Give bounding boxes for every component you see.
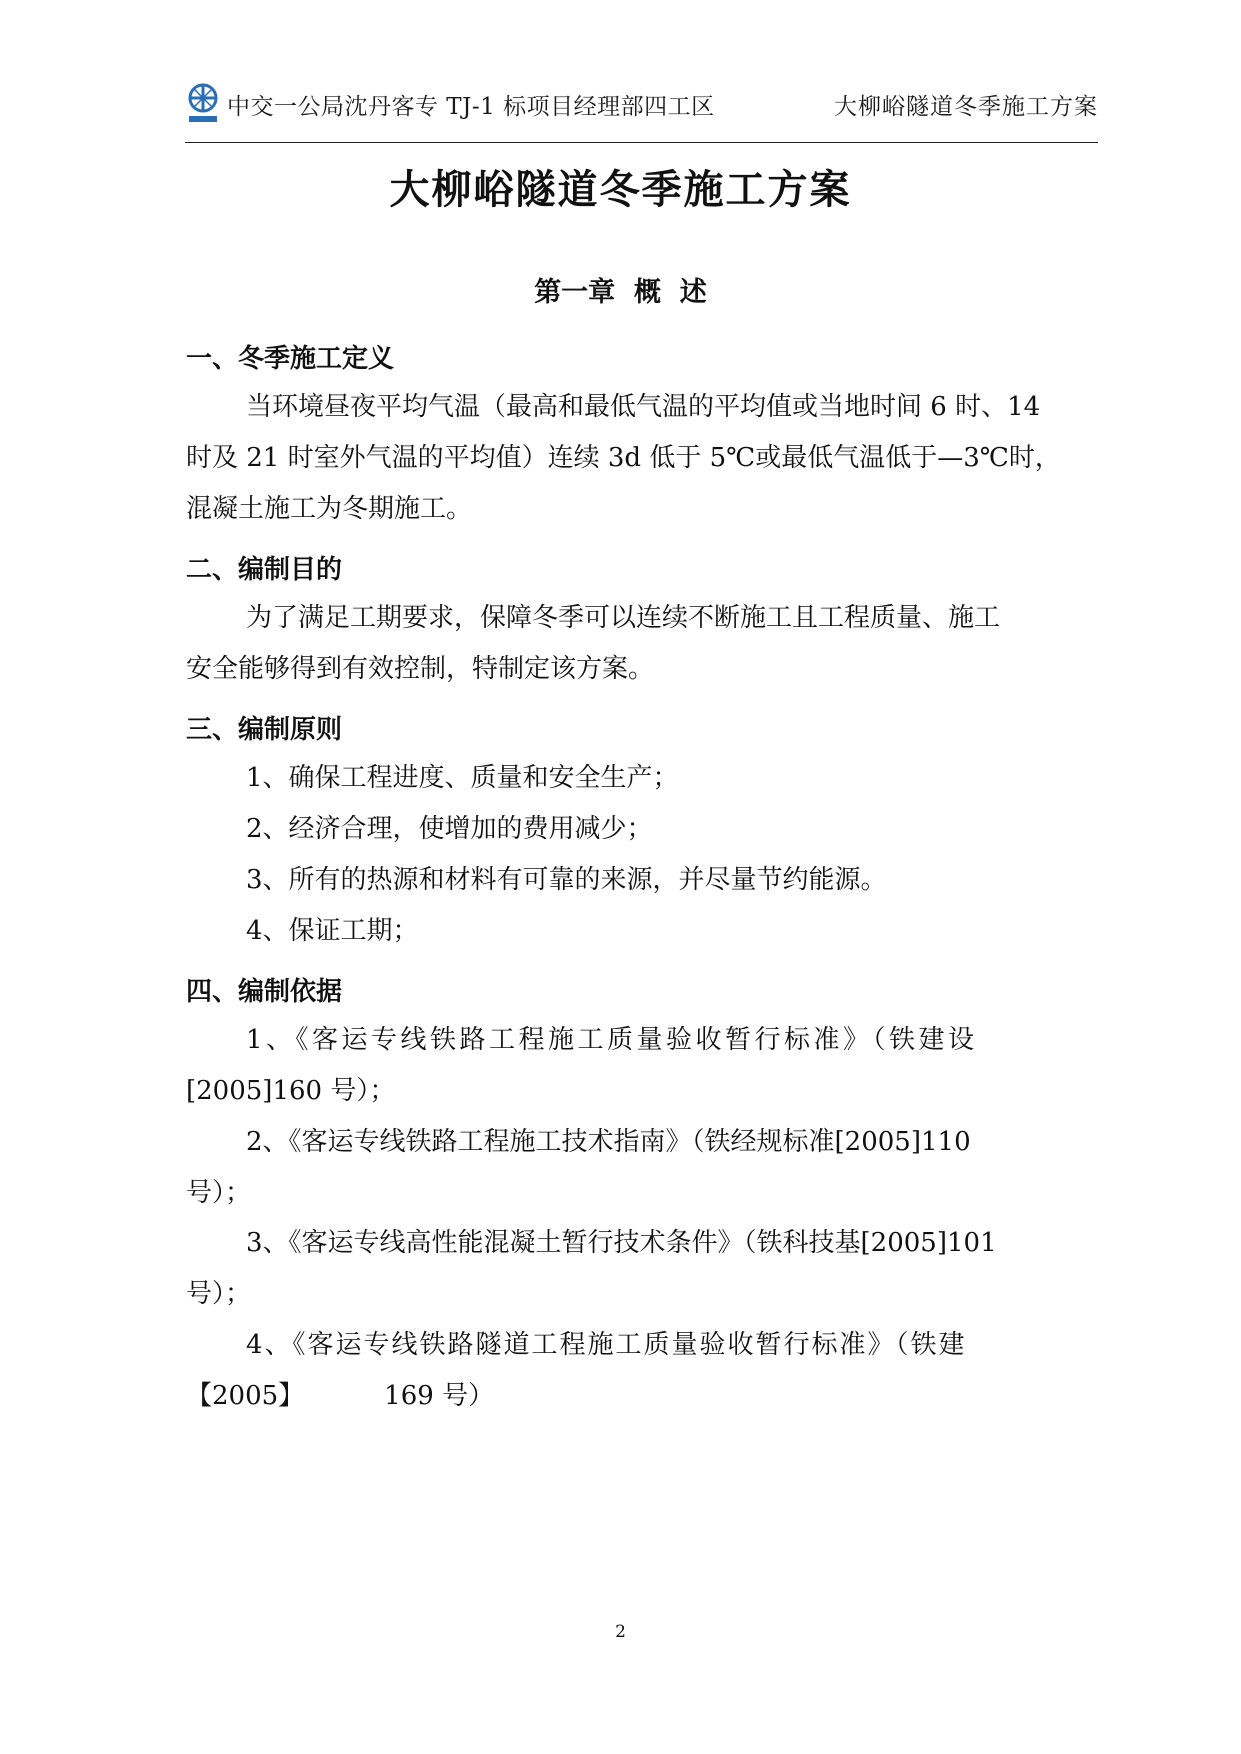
list-item: 3、所有的热源和材料有可靠的来源，并尽量节约能源。 [246,865,887,895]
reference-item-cont: 号）； [186,1279,252,1309]
reference-item-cont: 号）； [186,1178,252,1208]
page-number: 2 [615,1622,626,1642]
paragraph-line: 时及 21 时室外气温的平均值）连续 3d 低于 5℃或最低气温低于—3℃时， [186,443,1061,473]
reference-item: 1、《客运专线铁路工程施工质量验收暂行标准》（铁建设 [246,1025,978,1055]
company-logo-icon [185,82,221,126]
list-item: 1、确保工程进度、质量和安全生产； [246,763,679,793]
section-heading-2: 二、编制目的 [186,555,343,585]
reference-year: 【2005】 [186,1381,305,1411]
reference-item-cont [186,1375,494,1412]
paragraph-line: 混凝土施工为冬期施工。 [186,494,473,524]
chapter-heading: 第一章 概 述 [534,277,707,308]
reference-number: 169 号） [384,1381,495,1411]
paragraph-line: 安全能够得到有效控制，特制定该方案。 [186,654,655,684]
list-item: 2、经济合理，使增加的费用减少； [246,814,653,844]
reference-item: 2、《客运专线铁路工程施工技术指南》（铁经规标准[2005]110 [246,1127,971,1157]
section-heading-3: 三、编制原则 [186,715,343,745]
paragraph-line: 为了满足工期要求，保障冬季可以连续不断施工且工程质量、施工 [246,603,1001,633]
section-heading-1: 一、冬季施工定义 [186,344,395,374]
section-heading-4: 四、编制依据 [186,977,343,1007]
header-org-name: 中交一公局沈丹客专 TJ-1 标项目经理部四工区 [227,94,715,120]
document-title: 大柳峪隧道冬季施工方案 [389,167,852,213]
reference-item: 4、《客运专线铁路隧道工程施工质量验收暂行标准》（铁建 [246,1330,967,1360]
header-document-title: 大柳峪隧道冬季施工方案 [834,94,1098,120]
reference-item-cont: [2005]160 号）； [186,1076,396,1106]
page-header [185,82,1098,143]
reference-item: 3、《客运专线高性能混凝土暂行技术条件》（铁科技基[2005]101 [246,1228,997,1258]
list-item: 4、保证工期； [246,916,419,946]
paragraph-line: 当环境昼夜平均气温（最高和最低气温的平均值或当地时间 6 时、14 [246,392,1041,422]
